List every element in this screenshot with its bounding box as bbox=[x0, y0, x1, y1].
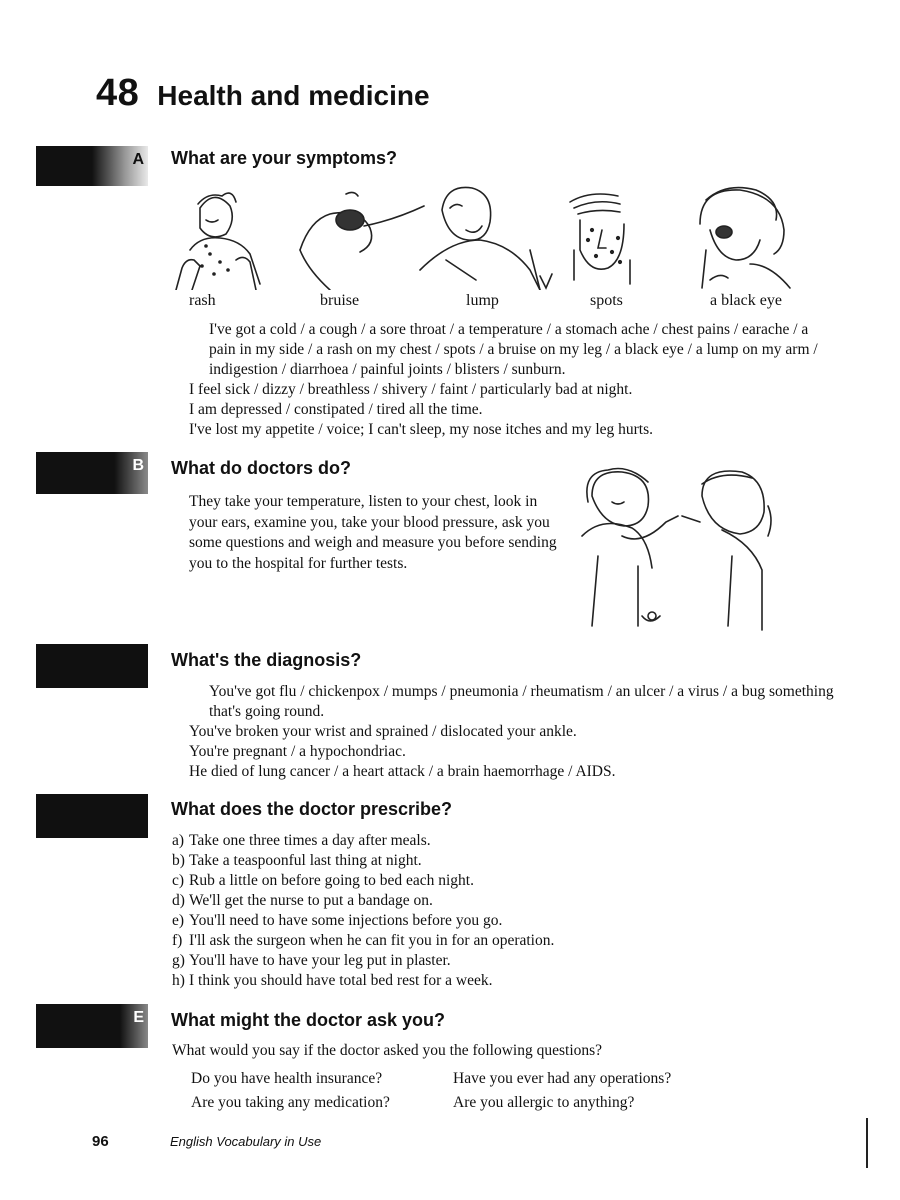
book-title: English Vocabulary in Use bbox=[170, 1134, 322, 1149]
symptom-illustrations bbox=[150, 180, 810, 290]
unit-title bbox=[96, 72, 430, 115]
bruise-illustration bbox=[300, 192, 424, 290]
section-tab-a: A bbox=[36, 146, 148, 186]
illustration-labels bbox=[0, 292, 900, 314]
prescription-list bbox=[172, 831, 554, 991]
label-bruise: bruise bbox=[320, 292, 360, 309]
section-tab-e: E bbox=[36, 1004, 148, 1048]
diagnosis-line: He died of lung cancer / a heart attack / a brain haemorrhage / AIDS. bbox=[189, 763, 616, 780]
list-item: g) You'll have to have your leg put in plaster. bbox=[172, 952, 451, 969]
list-item: a) Take one three times a day after meals. bbox=[172, 832, 431, 849]
list-item: h) I think you should have total bed rest for a week. bbox=[172, 972, 493, 989]
question: Are you allergic to anything? bbox=[453, 1094, 635, 1111]
questions-intro: What would you say if the doctor asked you the following questions? bbox=[172, 1042, 603, 1059]
symptom-line: I've got a cold / a cough / a sore throat / a temperature / a stomach ache / chest pains / earache / a pain in my side / a rash on my chest / spots / a bruise on my leg / a black eye / a lump on my arm / indigestion / diarrhoea / painful joints / blisters / sunburn. bbox=[209, 321, 818, 378]
doctors-do-text: They take your temperature, listen to your chest, look in your ears, examine you, take your blood pressure, ask you some questions and weigh and measure you before sending you to the hospital for further tests. bbox=[189, 493, 557, 572]
list-item: e) You'll need to have some injections before you go. bbox=[172, 912, 503, 929]
list-item: f) I'll ask the surgeon when he can fit you in for an operation. bbox=[172, 932, 555, 949]
symptom-line: I've lost my appetite / voice; I can't sleep, my nose itches and my leg hurts. bbox=[189, 421, 654, 438]
lump-illustration bbox=[420, 187, 552, 290]
spots-illustration bbox=[570, 194, 630, 284]
unit-name: Health and medicine bbox=[157, 80, 430, 111]
doctor-illustration bbox=[562, 466, 812, 634]
question: Are you taking any medication? bbox=[191, 1094, 390, 1111]
label-rash: rash bbox=[189, 292, 216, 309]
section-tab-d bbox=[36, 794, 148, 838]
section-c-heading: What's the diagnosis? bbox=[171, 650, 362, 670]
section-d-heading: What does the doctor prescribe? bbox=[171, 799, 453, 819]
diagnosis-line: You've got flu / chickenpox / mumps / pneumonia / rheumatism / an ulcer / a virus / a bug something that's going round. bbox=[209, 683, 834, 720]
symptom-line: I am depressed / constipated / tired all the time. bbox=[189, 401, 483, 418]
list-item: d) We'll get the nurse to put a bandage on. bbox=[172, 892, 433, 909]
symptoms-text bbox=[189, 320, 829, 440]
section-a-heading: What are your symptoms? bbox=[171, 148, 398, 168]
diagnosis-line: You've broken your wrist and sprained / dislocated your ankle. bbox=[189, 723, 577, 740]
section-tab-b: B bbox=[36, 452, 148, 494]
label-lump: lump bbox=[466, 292, 499, 309]
section-tab-c bbox=[36, 644, 148, 688]
diagnosis-line: You're pregnant / a hypochondriac. bbox=[189, 743, 406, 760]
label-spots: spots bbox=[590, 292, 623, 309]
label-black-eye: a black eye bbox=[710, 292, 782, 309]
section-e-heading: What might the doctor ask you? bbox=[171, 1010, 446, 1030]
rash-illustration bbox=[176, 193, 260, 290]
page-number: 96 bbox=[92, 1133, 109, 1150]
diagnosis-text bbox=[189, 682, 859, 782]
question: Have you ever had any operations? bbox=[453, 1070, 672, 1087]
list-item: c) Rub a little on before going to bed each night. bbox=[172, 872, 474, 889]
question: Do you have health insurance? bbox=[191, 1070, 383, 1087]
margin-line bbox=[866, 1118, 868, 1168]
symptom-line: I feel sick / dizzy / breathless / shivery / faint / particularly bad at night. bbox=[189, 381, 633, 398]
questions-grid bbox=[191, 1067, 671, 1115]
section-b-heading: What do doctors do? bbox=[171, 458, 351, 478]
black-eye-illustration bbox=[700, 188, 790, 288]
list-item: b) Take a teaspoonful last thing at night. bbox=[172, 852, 422, 869]
unit-number: 48 bbox=[96, 72, 140, 114]
